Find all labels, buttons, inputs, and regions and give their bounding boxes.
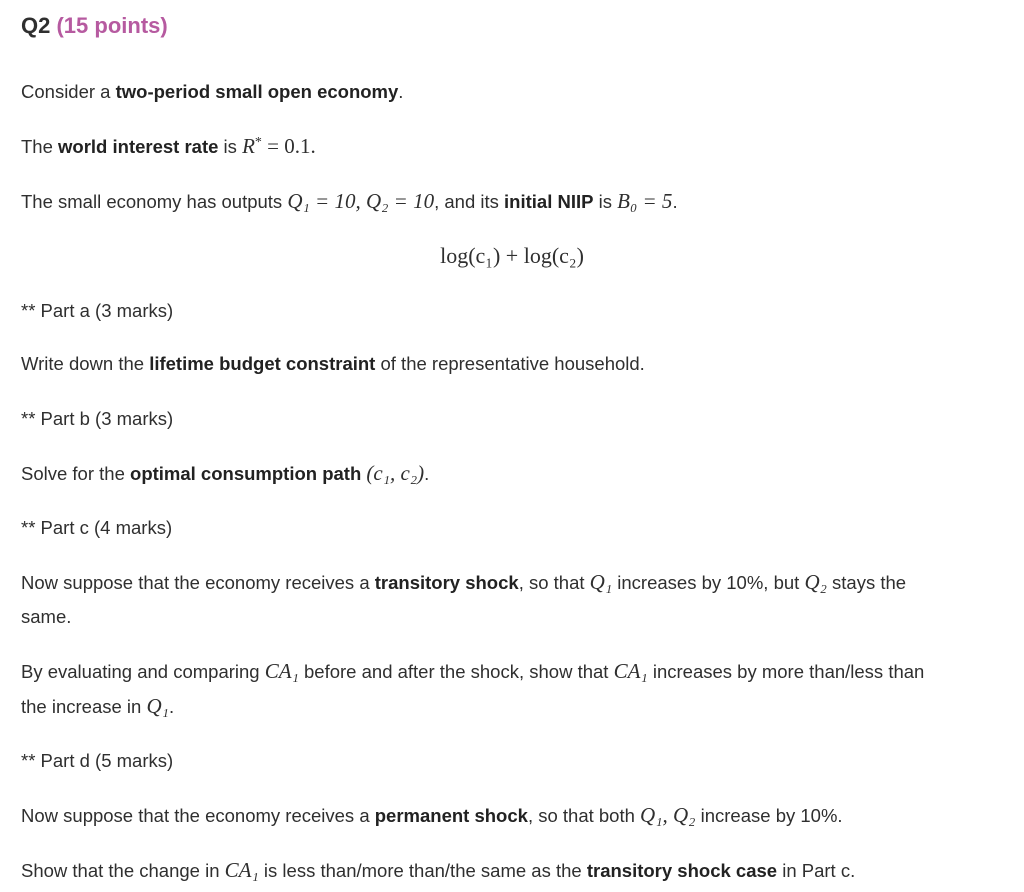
part-c-bold: transitory shock <box>374 572 519 593</box>
part-b-text-end: . <box>424 463 430 484</box>
part-d-text: Now suppose that the economy receives a <box>21 805 375 826</box>
niip-end: . <box>672 191 678 212</box>
part-c-math-q2: Q₂ <box>804 570 827 594</box>
outputs-text: The small economy has outputs <box>21 191 288 212</box>
part-b-question <box>21 462 429 485</box>
intro-text: Consider a <box>21 81 116 102</box>
part-d-question-2 <box>21 859 855 882</box>
part-d2-text-end: in Part c. <box>777 860 856 881</box>
part-d-mid: , so that both <box>527 805 641 826</box>
part-a-text-end: of the representative household. <box>375 353 645 374</box>
part-d-math: Q₁, Q₂ <box>640 803 696 827</box>
part-d2-math: CA₁ <box>224 858 259 882</box>
part-b-header: ** Part b (3 marks) <box>21 408 174 429</box>
question-points: (15 points) <box>56 13 168 38</box>
part-c2-text-end: increases by more than/less than <box>647 661 925 682</box>
part-a-bold: lifetime budget constraint <box>149 353 376 374</box>
intro-paragraph-2 <box>21 135 316 158</box>
part-d-text-end: increase by 10%. <box>695 805 843 826</box>
intro-bold: two-period small open economy <box>115 81 399 102</box>
part-c-question-2-cont <box>21 695 174 718</box>
part-c-text-end: stays the <box>826 572 907 593</box>
part-c2-text: By evaluating and comparing <box>21 661 265 682</box>
question-label: Q2 <box>21 13 51 38</box>
outputs-mid: , and its <box>434 191 505 212</box>
part-c-question-1 <box>21 571 906 594</box>
part-a-question <box>21 353 645 375</box>
intro-text-end: . <box>398 81 404 102</box>
part-d-question-1 <box>21 804 843 827</box>
part-d2-mid: is less than/more than/the same as the <box>258 860 587 881</box>
part-d-header: ** Part d (5 marks) <box>21 750 174 771</box>
niip-mid: is <box>593 191 618 212</box>
part-c-math-q1: Q₁ <box>589 570 613 594</box>
math-sup-star: * <box>254 135 262 150</box>
part-c2-math-ca1-b: CA₁ <box>613 659 648 683</box>
part-c-header: ** Part c (4 marks) <box>21 517 173 538</box>
part-c-mid2: increases by 10%, but <box>612 572 805 593</box>
part-c-mid: , so that <box>518 572 590 593</box>
part-c-text: Now suppose that the economy receives a <box>21 572 375 593</box>
math-var-r: R <box>242 134 255 158</box>
world-rate-mid: is <box>218 136 243 157</box>
outputs-math: Q₁ = 10, Q₂ = 10 <box>287 189 435 213</box>
part-a-text: Write down the <box>21 353 150 374</box>
part-c2-math-ca1: CA₁ <box>264 659 299 683</box>
niip-bold: initial NIIP <box>504 191 594 212</box>
part-c2-cont-end: . <box>168 696 175 717</box>
part-c-question-1-cont: same. <box>21 606 72 627</box>
intro-paragraph-1 <box>21 81 403 103</box>
part-c2-mid: before and after the shock, show that <box>298 661 614 682</box>
niip-math: B₀ = 5 <box>617 189 673 213</box>
part-d2-bold: transitory shock case <box>586 860 778 881</box>
part-b-bold: optimal consumption path <box>130 463 362 484</box>
part-b-text: Solve for the <box>21 463 131 484</box>
part-c2-cont-math: Q₁ <box>146 694 169 718</box>
world-rate-text: The <box>21 136 59 157</box>
part-d2-text: Show that the change in <box>21 860 225 881</box>
question-title <box>21 13 168 39</box>
intro-paragraph-3 <box>21 190 678 213</box>
part-d-bold: permanent shock <box>374 805 528 826</box>
utility-equation: log(c₁) + log(c₂) <box>440 243 584 268</box>
part-a-header: ** Part a (3 marks) <box>21 300 174 321</box>
math-rest: = 0.1. <box>261 134 316 158</box>
part-c-question-2 <box>21 660 924 683</box>
world-rate-math <box>242 134 316 158</box>
part-b-math: (c₁, c₂) <box>366 461 425 485</box>
part-c2-cont-text: the increase in <box>21 696 147 717</box>
world-rate-bold: world interest rate <box>58 136 219 157</box>
